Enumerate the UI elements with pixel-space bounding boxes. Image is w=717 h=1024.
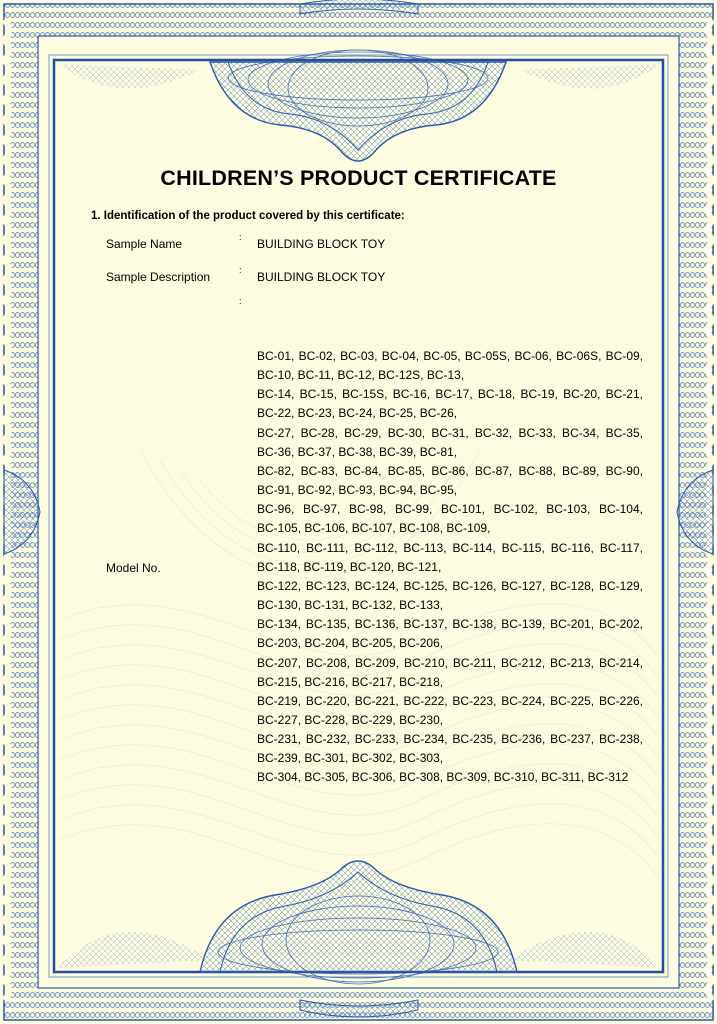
sample-description-colon: : [239,265,242,275]
model-number-line: BC-122, BC-123, BC-124, BC-125, BC-126, BC-127, BC-128, BC-129, [257,578,643,593]
model-number-line: BC-130, BC-131, BC-132, BC-133, [257,598,444,613]
sample-name-value: BUILDING BLOCK TOY [257,237,386,251]
model-number-line: BC-22, BC-23, BC-24, BC-25, BC-26, [257,406,458,421]
model-number-line: BC-96, BC-97, BC-98, BC-99, BC-101, BC-102, BC-103, BC-104, [257,502,643,517]
model-number-line: BC-203, BC-204, BC-205, BC-206, [257,636,444,651]
model-number-line: BC-14, BC-15, BC-15S, BC-16, BC-17, BC-18, BC-19, BC-20, BC-21, [257,387,643,402]
model-number-line: BC-01, BC-02, BC-03, BC-04, BC-05, BC-05S, BC-06, BC-06S, BC-09, [257,349,643,363]
sample-name-colon: : [239,232,242,242]
model-no-label: Model No. [106,561,161,575]
model-no-colon: : [239,296,242,306]
model-number-line: BC-110, BC-111, BC-112, BC-113, BC-114, BC-115, BC-116, BC-117, [257,540,643,555]
model-number-line: BC-227, BC-228, BC-229, BC-230, [257,712,444,727]
model-number-line: BC-27, BC-28, BC-29, BC-30, BC-31, BC-32, BC-33, BC-34, BC-35, [257,425,643,440]
model-number-line: BC-239, BC-301, BC-302, BC-303, [257,751,444,766]
model-number-line: BC-91, BC-92, BC-93, BC-94, BC-95, [257,483,458,498]
model-number-line: BC-36, BC-37, BC-38, BC-39, BC-81, [257,444,458,459]
sample-description-value: BUILDING BLOCK TOY [257,270,386,284]
model-number-line: BC-207, BC-208, BC-209, BC-210, BC-211, BC-212, BC-213, BC-214, [257,655,643,670]
model-number-line: BC-105, BC-106, BC-107, BC-108, BC-109, [257,521,491,536]
certificate-title: CHILDREN’S PRODUCT CERTIFICATE [160,166,557,190]
model-number-line: BC-10, BC-11, BC-12, BC-12S, BC-13, [257,368,465,383]
section-1-heading: 1. Identification of the product covered by this certificate: [91,210,405,222]
model-number-line: BC-231, BC-232, BC-233, BC-234, BC-235, BC-236, BC-237, BC-238, [257,732,643,747]
model-number-line: BC-304, BC-305, BC-306, BC-308, BC-309, BC-310, BC-311, BC-312 [257,770,629,785]
sample-name-label: Sample Name [106,237,183,251]
model-number-line: BC-118, BC-119, BC-120, BC-121, [257,559,442,574]
model-number-list [257,347,643,788]
model-number-line: BC-82, BC-83, BC-84, BC-85, BC-86, BC-87, BC-88, BC-89, BC-90, [257,463,643,478]
model-number-line: BC-215, BC-216, BC-217, BC-218, [257,674,444,689]
sample-description-label: Sample Description [106,270,211,284]
model-number-line: BC-134, BC-135, BC-136, BC-137, BC-138, BC-139, BC-201, BC-202, [257,617,643,632]
model-number-line: BC-219, BC-220, BC-221, BC-222, BC-223, BC-224, BC-225, BC-226, [257,693,643,708]
